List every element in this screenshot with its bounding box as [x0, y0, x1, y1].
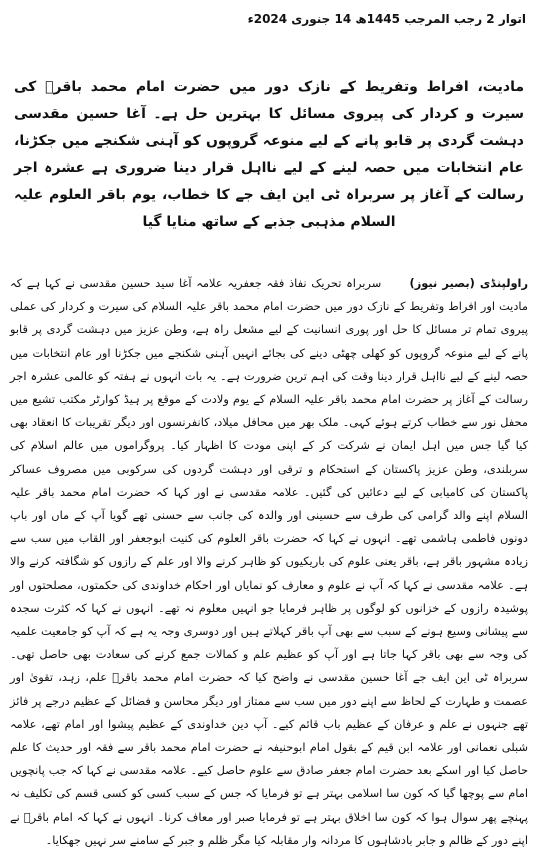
article-separator — [386, 276, 405, 290]
article-body — [8, 272, 530, 852]
article-headline: مادیت، افراط وتفریط کے نازک دور میں حضرت امام محمد باقرؑ کی سیرت و کردار کی پیروی مسائل کا بہترین حل ہے۔ آغا حسین مقدسی دہشت گردی پر قابو پانے کے لیے منوعہ گروپوں کو آہنی شکنجے میں جکڑنا، عام انتخابات میں حصہ لینے کے لیے نااہل قرار دینا ضروری ہے عشرہ اجر رسالت کے آغاز پر سربراہ ٹی این ایف جے کا خطاب، یوم باقر العلوم علیہ السلام مذہبی جذبے کے ساتھ منایا گیا — [14, 79, 524, 230]
article-text: سربراہ تحریک نفاذ فقہ جعفریہ علامہ آغا سید حسین مقدسی نے کہا ہے کہ مادیت اور افراط وتفریط کے نازک دور میں حضرت امام محمد باقر علیہ السلام کی سیرت و کردار کی عملی پیروی تمام تر مسائل کا حل اور پوری انسانیت کے لیے مشعل راہ ہے، وطن عزیز میں دہشت گردی پر قابو پانے کے لیے منوعہ گروپوں کو کھلی چھٹی دینے کی بجائے انہیں آہنی شکنجے میں جکڑنا اور عام انتخابات میں حصہ لینے کے لیے نااہل قرار دینا وقت کی اہم ترین ضرورت ہے۔ یہ بات انہوں نے ہفتہ کو عالمی عشرہ اجر رسالت کے آغاز پر حضرت امام محمد باقر علیہ السلام کے یوم ولادت کے موقع پر ہیڈ کوارٹر مکتب تشیع میں محفل نور سے خطاب کرتے ہوئے کہی۔ ملک بھر میں محافل میلاد، کانفرنسوں اور دیگر تقریبات کا انعقاد بھی کیا گیا جس میں اہل ایمان نے شرکت کر کے اپنی مودت کا اظہار کیا۔ پروگراموں میں عالم اسلام کی سربلندی، وطن عزیز پاکستان کے استحکام و ترقی اور دہشت گردوں کی سرکوبی میں مصروف عساکر پاکستان کی کامیابی کے لیے دعائیں کی گئیں۔ علامہ مقدسی نے اور کہا کہ حضرت امام محمد باقر علیہ السلام اپنے والد گرامی کی طرف سے حسینی اور والدہ کی جانب سے حسنی تھے گویا آپ کے ماں اور باپ دونوں فاطمی ہاشمی تھے۔ انہوں نے کہا کہ حضرت باقر العلوم کی کنیت ابوجعفر اور القاب میں سب سے زیادہ مشہور باقر ہے، باقر یعنی علوم کی باریکیوں کو ظاہر کرنے والا اور علم کے رازوں کو شگافتہ کرنے والا ہے۔ علامہ مقدسی نے کہا کہ آپ نے علوم و معارف کو نمایاں اور احکام خداوندی کی حکمتوں، مصلحتوں اور پوشیدہ رازوں کے خزانوں کو لوگوں پر ظاہر فرمایا جو انہیں معلوم نہ تھے۔ انہوں نے کہا کہ کثرت سجدہ سے پیشانی وسیع ہونے کے سبب سے بھی آپ باقر کہلاتے ہیں اور دوسری وجہ یہ ہے کہ آپ کو جامعیت علمیہ کی وجہ سے بھی باقر کہا جاتا ہے اور آپ کو عظیم علم و کمالات جمع کرنے کی سعادت بھی حاصل تھی۔ سربراہ ٹی این ایف جے آغا حسین مقدسی نے واضح کیا کہ حضرت امام محمد باقرؑ علم، زہد، تقویٰ اور عصمت و طہارت کے لحاظ سے اپنے دور میں سب سے ممتاز اور دیگر محاسن و فضائل کے عظیم درجے پر فائز تھے جنہوں نے علم و عرفان کے عظیم باب قائم کیے۔ آپ دین خداوندی کے عظیم پیشوا اور امام تھے، علامہ شبلی نعمانی اور علامہ ابن قیم کے بقول امام ابوحنیفہ نے حضرت امام محمد باقر سے فقہ اور حدیث کا علم حاصل کیا اور اسکے بعد حضرت امام جعفر صادق سے علوم حاصل کیے۔ علامہ مقدسی نے کہا کہ جب پانچویں امام سے پوچھا گیا کہ کون سا اسلامی بہتر ہے تو فرمایا کہ جس کے سبب کسی کو کسی قسم کی تکلیف نہ پہنچے پھر سوال ہوا کہ کون سا اخلاق بہتر ہے تو فرمایا صبر اور معاف کرنا۔ انہوں نے کہا کہ امام باقرؑ نے اپنے دور کے ظالم و جابر بادشاہوں کا مردانہ وار مقابلہ کیا مگر ظلم و جبر کے سامنے سر نہیں جھکایا۔ — [10, 276, 528, 847]
article-dateline: اتوار 2 رجب المرجب 1445ھ 14 جنوری 2024ء — [247, 12, 526, 26]
article-byline: راولپنڈی (بصیر نیوز) — [409, 276, 529, 290]
